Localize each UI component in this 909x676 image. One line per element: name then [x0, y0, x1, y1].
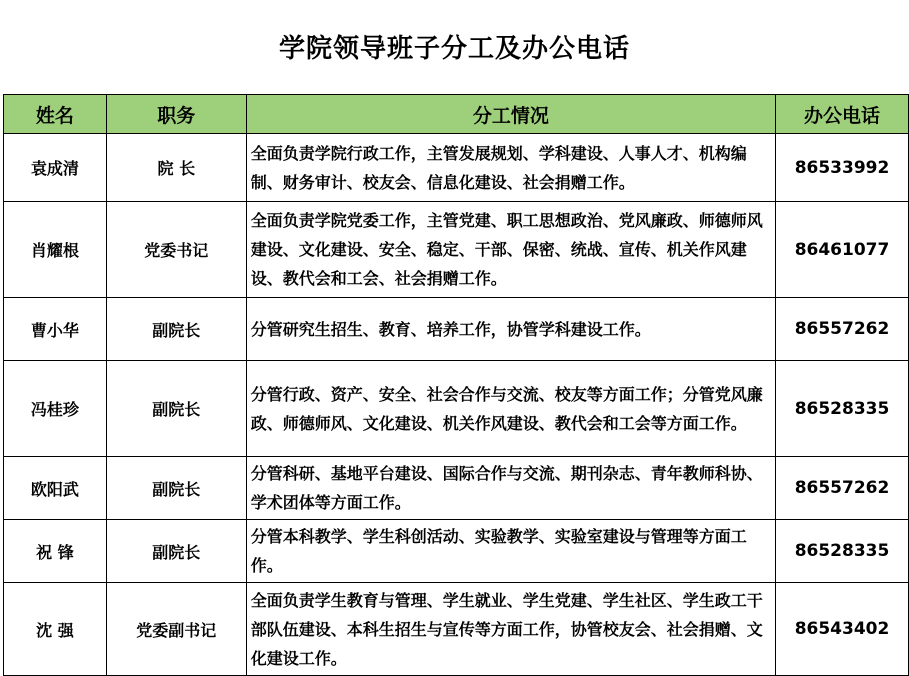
- leadership-table: [3, 94, 909, 676]
- header-phone: 办公电话: [776, 95, 909, 134]
- cell-position: 副院长: [106, 520, 246, 583]
- cell-phone: 86533992: [776, 134, 909, 202]
- table-row: [4, 520, 909, 583]
- cell-duties: 全面负责学院党委工作，主管党建、职工思想政治、党风廉政、师德师风建设、文化建设、安全、稳定、干部、保密、统战、宣传、机关作风建设、教代会和工会、社会捐赠工作。: [246, 202, 775, 298]
- table-row: [4, 361, 909, 457]
- cell-position: 党委书记: [106, 202, 246, 298]
- cell-name: 曹小华: [4, 298, 107, 361]
- cell-position: 副院长: [106, 361, 246, 457]
- header-name: 姓名: [4, 95, 107, 134]
- page-title: 学院领导班子分工及办公电话: [278, 34, 630, 64]
- cell-phone: 86543402: [776, 583, 909, 676]
- table-row: [4, 457, 909, 520]
- cell-name: 欧阳武: [4, 457, 107, 520]
- table-row: [4, 298, 909, 361]
- cell-phone: 86461077: [776, 202, 909, 298]
- header-duties: 分工情况: [246, 95, 775, 134]
- table-row: [4, 134, 909, 202]
- table-row: [4, 583, 909, 676]
- cell-duties: 全面负责学生教育与管理、学生就业、学生党建、学生社区、学生政工干部队伍建设、本科生招生与宣传等方面工作，协管校友会、社会捐赠、文化建设工作。: [246, 583, 775, 676]
- cell-phone: 86557262: [776, 298, 909, 361]
- cell-duties: 全面负责学院行政工作，主管发展规划、学科建设、人事人才、机构编制、财务审计、校友会、信息化建设、社会捐赠工作。: [246, 134, 775, 202]
- table-header-row: [4, 95, 909, 134]
- cell-name: 肖耀根: [4, 202, 107, 298]
- cell-name: 袁成清: [4, 134, 107, 202]
- cell-name: 冯桂珍: [4, 361, 107, 457]
- cell-duties: 分管行政、资产、安全、社会合作与交流、校友等方面工作；分管党风廉政、师德师风、文化建设、机关作风建设、教代会和工会等方面工作。: [246, 361, 775, 457]
- cell-duties: 分管本科教学、学生科创活动、实验教学、实验室建设与管理等方面工作。: [246, 520, 775, 583]
- cell-position: 院 长: [106, 134, 246, 202]
- cell-position: 副院长: [106, 457, 246, 520]
- header-position: 职务: [106, 95, 246, 134]
- cell-position: 副院长: [106, 298, 246, 361]
- cell-name: 祝 锋: [4, 520, 107, 583]
- cell-duties: 分管研究生招生、教育、培养工作，协管学科建设工作。: [246, 298, 775, 361]
- cell-phone: 86528335: [776, 361, 909, 457]
- cell-name: 沈 强: [4, 583, 107, 676]
- cell-phone: 86528335: [776, 520, 909, 583]
- cell-duties: 分管科研、基地平台建设、国际合作与交流、期刊杂志、青年教师科协、学术团体等方面工作。: [246, 457, 775, 520]
- cell-position: 党委副书记: [106, 583, 246, 676]
- table-row: [4, 202, 909, 298]
- cell-phone: 86557262: [776, 457, 909, 520]
